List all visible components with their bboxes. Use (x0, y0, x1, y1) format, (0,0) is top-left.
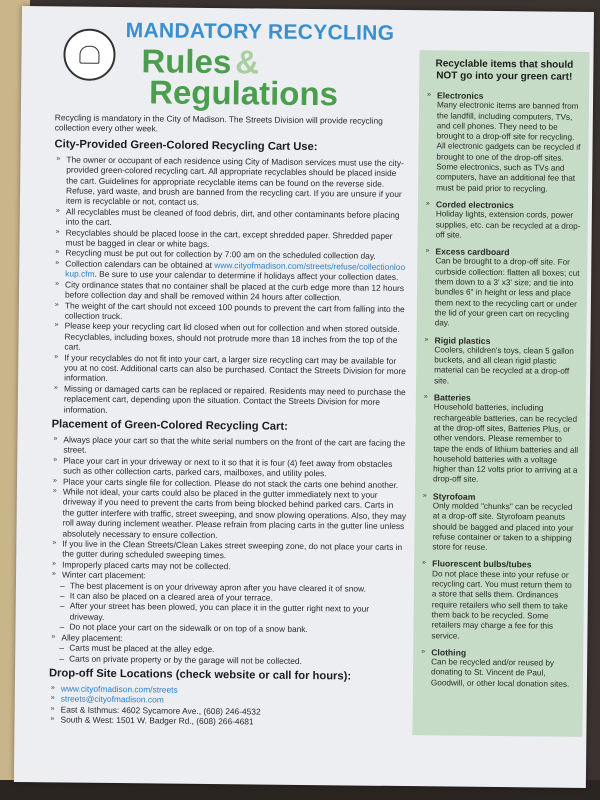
flyer-page (14, 6, 594, 788)
sidebar-item-title: » Corded electronics (435, 199, 514, 211)
item-text: Alley placement: (61, 632, 123, 643)
item-text-cont: . Be sure to use your calendar to determine if holidays affect your collection dates. (94, 269, 399, 283)
main-column (48, 112, 410, 732)
title-mandatory-recycling: MANDATORY RECYCLING (125, 19, 395, 45)
section-heading-placement: Placement of Green-Colored Recycling Cart: (51, 418, 288, 433)
sidebar-item-text: Can be recycled and/or reused by donating to St. Vincent de Paul, Goodwill, or other local donation sites. (430, 657, 570, 689)
dropoff-list (48, 683, 404, 728)
item-text: East & Isthmus: 4602 Sycamore Ave., (608) 246-4532 (60, 704, 261, 717)
item-text: The best placement is on your driveway apron after you have cleared it of snow. (69, 580, 367, 594)
item-text: Improperly placed carts may not be collected. (62, 559, 231, 572)
link[interactable]: streets@cityofmadison.com (60, 693, 164, 705)
sidebar-item-title: » Electronics (437, 90, 484, 101)
item-text: Recyclables should be placed loose in the cart, except shredded paper. Shredded paper must be bagged in clear or white bags. (65, 227, 393, 250)
sidebar-item-text: Household batteries, including rechargeable batteries, can be recycled at the drop-off sites, Batteries Plus, or other vendors. Please remember to tape the ends of lithium batteries and all household batteries with a voltage higher than 12 volts prior to arriving at a drop-off site. (433, 402, 579, 485)
sidebar-item (420, 491, 579, 554)
capitol-dome-icon (79, 46, 99, 64)
sidebar-item (419, 647, 577, 690)
item-text: It can also be placed on a cleared area of your terrace. (69, 590, 273, 603)
placement-list (49, 434, 407, 667)
sidebar-item-title: » Clothing (431, 647, 467, 658)
item-text: If your recyclables do not fit into your cart, a larger size recycling cart may be available for you at no cost. Additional carts can also be purchased. Contact the Streets Division for more information. (64, 351, 406, 384)
item-text: If you live in the Clean Streets/Clean Lakes street sweeping zone, do not place your carts in the gutter during scheduled sweeping times. (62, 538, 403, 561)
cart-use-list (52, 154, 411, 418)
item-text: Missing or damaged carts can be replaced or repaired. Residents may need to purchase the replacement cart, depending upon the situation. Contact the Streets Division for more information. (63, 383, 406, 415)
item-text: The weight of the cart should not exceed 100 pounds to prevent the cart from falling into the collection truck. (64, 299, 405, 321)
intro-text: Recycling is mandatory in the City of Madison. The Streets Division will provide recycling collection every other week. (54, 112, 383, 134)
item-text: All recyclables must be cleaned of food debris, dirt, and other contaminants before placing into the cart. (65, 206, 400, 228)
list-item (50, 486, 407, 542)
section-heading-cart-use: City-Provided Green-Colored Recycling Cart Use: (54, 138, 318, 153)
sidebar-item-text: Do not place these into your refuse or recycling cart. You must return them to a store that sells them. Ordinances require retailers who sell them to take them back to be recycled. Some retailers may charge a fee for this service. (431, 569, 572, 641)
sidebar-item-title: » Styrofoam (432, 491, 476, 502)
item-text: Recycling must be put out for collection by 7:00 am on the scheduled collection day. (65, 247, 376, 262)
item-text: Carts must be placed at the alley edge. (69, 642, 215, 655)
sidebar-item-text: Coolers, children's toys, clean 5 gallon buckets, and all clean rigid plastic material can be recycled at a drop-off site. (434, 345, 574, 386)
title-rules-regulations (141, 42, 339, 113)
sidebar-item-text: Can be brought to a drop-off site. For curbside collection: flatten all boxes; cut them down to a 3' x3' size; and tie into bundles 6" in height or less and place them next to the recycling cart or under the lid of your green cart on recycling day. (434, 256, 580, 328)
item-text: The owner or occupant of each residence using City of Madison services must use the city-provided green-colored recycling cart. All appropriate recyclables should be placed inside the cart. Guidelines for appropriate recyclable items can be found on the reverse side. Refuse, yard waste, and brush are banned from the recycling cart. If you are unsure if your item is recyclable or not, contact us. (65, 154, 404, 208)
item-text: Winter cart placement: (61, 569, 146, 581)
sidebar-item (421, 392, 580, 486)
list-item (54, 154, 411, 210)
section-heading-dropoff: Drop-off Site Locations (check website or call for hours): (48, 667, 352, 683)
sidebar-item (423, 246, 582, 330)
sidebar-item (424, 199, 582, 242)
item-text: Place your carts single file for collection. Please do not stack the carts one behind another. (62, 476, 399, 490)
sidebar-item-text: Many electronic items are banned from the landfill, including computers, TVs, and cell phones. They need to be brought to a drop-off site for recycling. All electronic gadgets can be recycled if brought to one of the drop-off sites. Some electronics, such as TVs and computers, have an additional fee that must be paid prior to recycling. (436, 100, 581, 194)
link[interactable]: www.cityofmadison.com/streets (60, 683, 178, 695)
list-item (52, 383, 408, 418)
sidebar-heading: Recyclable items that should NOT go into your green cart! (435, 58, 574, 83)
sidebar-item (422, 335, 581, 388)
item-text: City ordinance states that no container shall be placed at the curb edge more than 12 hours before collection day and shall be removed within 24 hours after collection. (64, 279, 405, 303)
city-seal-logo (63, 28, 116, 81)
sidebar-not-in-cart (412, 50, 589, 737)
list-item (52, 321, 408, 356)
sidebar-item (419, 559, 578, 643)
item-text: South & West: 1501 W. Badger Rd., (608) 266-4681 (60, 714, 254, 727)
sidebar-item-title: » Rigid plastics (434, 334, 491, 346)
title-regulations: Regulations (148, 73, 339, 113)
sidebar-item-title: » Batteries (433, 392, 471, 403)
item-text: After your street has been plowed, you can place it in the gutter right next to your driveway. (69, 601, 370, 622)
sidebar-item-text: Holiday lights, extension cords, power supplies, etc. can be recycled at a drop-off site. (435, 209, 581, 240)
sidebar-item-title: » Excess cardboard (435, 246, 510, 258)
list-item (52, 352, 408, 387)
item-text: While not ideal, your carts could also be placed in the gutter immediately next to your driveway if you need to prevent the carts from being blocked behind parked cars. Carts in the gutter interfere with traffic, street sweeping, and snow plowing operations. Also, they may roll away during inclement weather. Please refrain from placing carts in the gutter line unless absolutely necessary to ensure collection. (62, 486, 407, 540)
item-text: Place your cart in your driveway or next to it so that it is four (4) feet away from obstacles such as other collection carts, parked cars, mailboxes, and utility poles. (63, 455, 393, 479)
sidebar-item-title: » Fluorescent bulbs/tubes (432, 558, 532, 570)
sidebar-item (424, 90, 583, 195)
item-text: Always place your cart so that the white serial numbers on the front of the cart are facing the street. (63, 434, 406, 456)
item-text: Do not place your cart on the sidewalk or on top of a snow bank. (69, 621, 308, 635)
sidebar-item-text: Only molded "chunks" can be recycled at a drop-off site. Styrofoam peanuts should be bagged and placed into your refuse container or taken to a shipping store for reuse. (432, 501, 574, 553)
link[interactable]: www.cityofmadison.com/streets/refuse/collectionlookup.cfm (65, 259, 406, 280)
item-text: Collection calendars can be obtained at (65, 258, 215, 270)
item-text: Carts on private property or by the garage will not be collected. (69, 653, 302, 666)
item-text: Please keep your recycling cart lid closed when out for collection and when stored outside. Recyclables, including boxes, should not protrude more than 18 inches from the top of the cart. (64, 320, 400, 352)
title-rules: Rules (141, 42, 232, 81)
title-ampersand: & (235, 43, 260, 81)
